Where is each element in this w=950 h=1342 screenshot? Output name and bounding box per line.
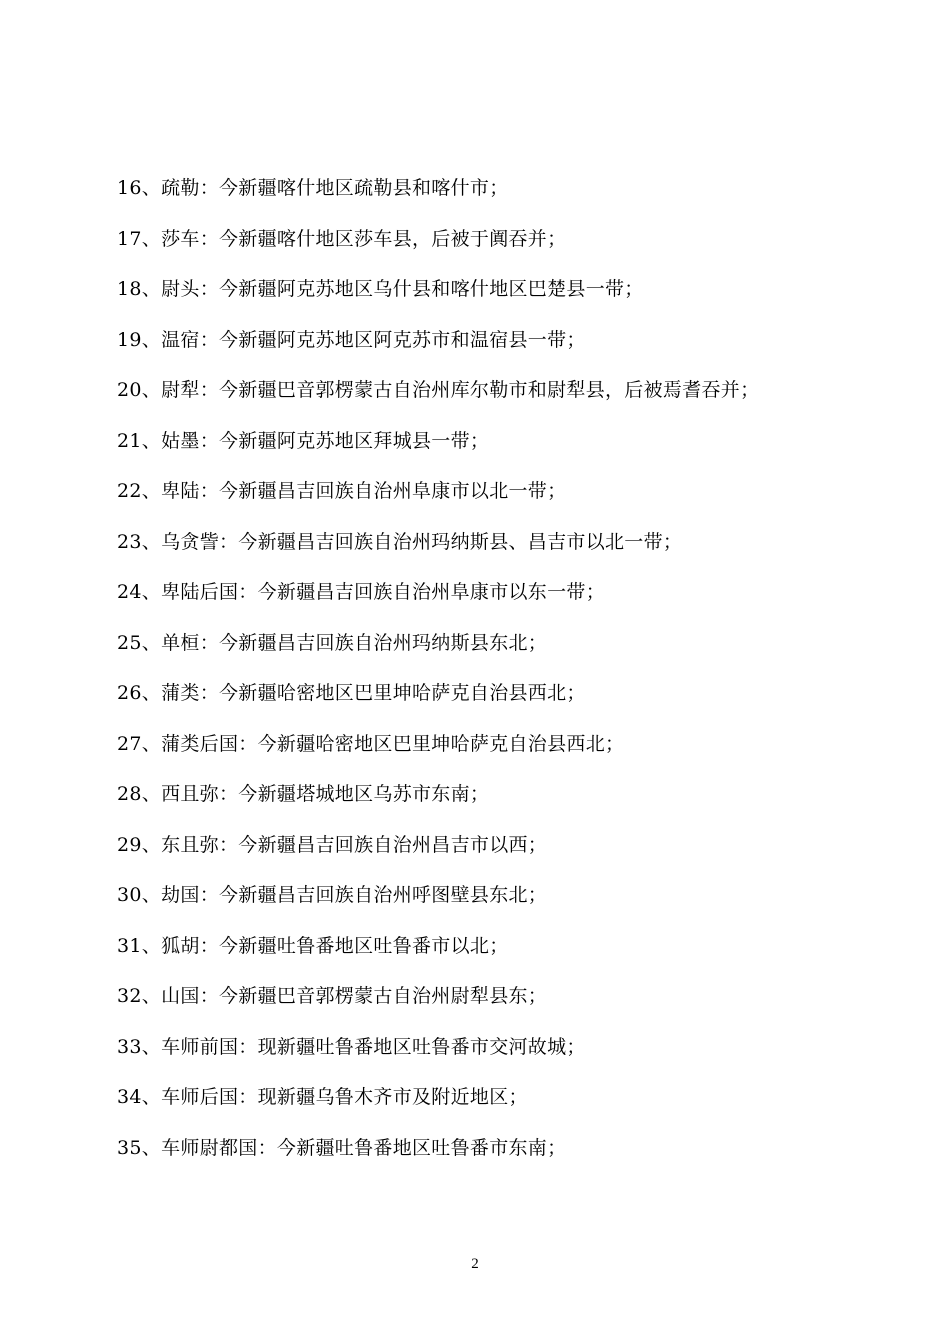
entry-text: 蒲类：今新疆哈密地区巴里坤哈萨克自治县西北； xyxy=(161,682,586,704)
list-item xyxy=(117,726,917,777)
list-item xyxy=(117,524,917,575)
entry-separator: 、 xyxy=(141,631,162,654)
entry-number: 29 xyxy=(117,833,142,856)
list-item xyxy=(117,372,917,423)
entry-text: 车师后国：现新疆乌鲁木齐市及附近地区； xyxy=(161,1086,528,1108)
entry-separator: 、 xyxy=(141,985,162,1007)
list-item xyxy=(117,776,917,827)
list-item xyxy=(117,322,917,373)
entry-text: 疏勒：今新疆喀什地区疏勒县和喀什市； xyxy=(161,177,509,199)
entry-number: 25 xyxy=(117,631,142,654)
entry-separator: 、 xyxy=(141,1035,162,1058)
entry-text: 姑墨：今新疆阿克苏地区拜城县一带； xyxy=(161,429,490,452)
entry-text: 莎车：今新疆喀什地区莎车县，后被于阗吞并； xyxy=(161,227,567,250)
entry-text: 狐胡：今新疆吐鲁番地区吐鲁番市以北； xyxy=(161,934,509,957)
entry-separator: 、 xyxy=(141,732,162,755)
list-item xyxy=(117,827,917,878)
entry-text: 东且弥：今新疆昌吉回族自治州昌吉市以西； xyxy=(161,833,548,856)
entry-text: 乌贪訾：今新疆昌吉回族自治州玛纳斯县、昌吉市以北一带； xyxy=(161,530,683,553)
entry-number: 20 xyxy=(117,379,142,401)
entry-separator: 、 xyxy=(141,530,162,553)
list-item xyxy=(117,928,917,979)
list-item xyxy=(117,625,917,676)
list-item xyxy=(117,271,917,322)
entry-separator: 、 xyxy=(141,581,162,603)
entry-number: 17 xyxy=(117,227,142,250)
list-item xyxy=(117,978,917,1029)
entry-text: 卑陆后国：今新疆昌吉回族自治州阜康市以东一带； xyxy=(161,581,605,603)
entry-separator: 、 xyxy=(141,833,162,856)
page-number: 2 xyxy=(471,1256,479,1272)
list-item xyxy=(117,1079,917,1130)
entry-number: 23 xyxy=(117,530,142,553)
list-item xyxy=(117,574,917,625)
entry-separator: 、 xyxy=(141,934,162,957)
entry-text: 温宿：今新疆阿克苏地区阿克苏市和温宿县一带； xyxy=(161,328,586,351)
list-item xyxy=(117,675,917,726)
entry-number: 35 xyxy=(117,1136,142,1159)
entry-text: 蒲类后国：今新疆哈密地区巴里坤哈萨克自治县西北； xyxy=(161,732,625,755)
list-item xyxy=(117,1029,917,1080)
list-item xyxy=(117,221,917,272)
entry-text: 尉头：今新疆阿克苏地区乌什县和喀什地区巴楚县一带； xyxy=(161,278,644,300)
entry-number: 19 xyxy=(117,328,142,351)
entry-number: 30 xyxy=(117,884,142,906)
entry-number: 26 xyxy=(117,682,142,704)
entry-number: 27 xyxy=(117,732,142,755)
entry-separator: 、 xyxy=(141,1136,162,1159)
entry-number: 22 xyxy=(117,480,142,502)
entry-number: 18 xyxy=(117,278,142,300)
entry-separator: 、 xyxy=(141,682,162,704)
entry-number: 32 xyxy=(117,985,142,1007)
entry-separator: 、 xyxy=(141,177,162,199)
entry-separator: 、 xyxy=(141,278,162,300)
entry-text: 西且弥：今新疆塔城地区乌苏市东南； xyxy=(161,783,490,805)
entry-number: 24 xyxy=(117,581,142,603)
list-item xyxy=(117,423,917,474)
list-item xyxy=(117,170,917,221)
entry-number: 34 xyxy=(117,1086,142,1108)
entry-number: 28 xyxy=(117,783,142,805)
list-item xyxy=(117,877,917,928)
entry-list xyxy=(117,170,917,1180)
entry-separator: 、 xyxy=(141,1086,162,1108)
entry-separator: 、 xyxy=(141,328,162,351)
entry-separator: 、 xyxy=(141,884,162,906)
entry-separator: 、 xyxy=(141,783,162,805)
entry-number: 31 xyxy=(117,934,142,957)
entry-text: 车师尉都国：今新疆吐鲁番地区吐鲁番市东南； xyxy=(161,1136,567,1159)
entry-text: 山国：今新疆巴音郭楞蒙古自治州尉犁县东； xyxy=(161,985,548,1007)
entry-number: 16 xyxy=(117,177,142,199)
entry-text: 单桓：今新疆昌吉回族自治州玛纳斯县东北； xyxy=(161,631,548,654)
entry-separator: 、 xyxy=(141,227,162,250)
entry-separator: 、 xyxy=(141,480,162,502)
list-item xyxy=(117,1130,917,1181)
entry-text: 车师前国：现新疆吐鲁番地区吐鲁番市交河故城； xyxy=(161,1035,586,1058)
entry-separator: 、 xyxy=(141,379,162,401)
entry-text: 卑陆：今新疆昌吉回族自治州阜康市以北一带； xyxy=(161,480,567,502)
entry-separator: 、 xyxy=(141,429,162,452)
entry-number: 21 xyxy=(117,429,142,452)
entry-number: 33 xyxy=(117,1035,142,1058)
entry-text: 尉犁：今新疆巴音郭楞蒙古自治州库尔勒市和尉犁县，后被焉耆吞并； xyxy=(161,379,760,401)
list-item xyxy=(117,473,917,524)
entry-text: 劫国：今新疆昌吉回族自治州呼图壁县东北； xyxy=(161,884,548,906)
